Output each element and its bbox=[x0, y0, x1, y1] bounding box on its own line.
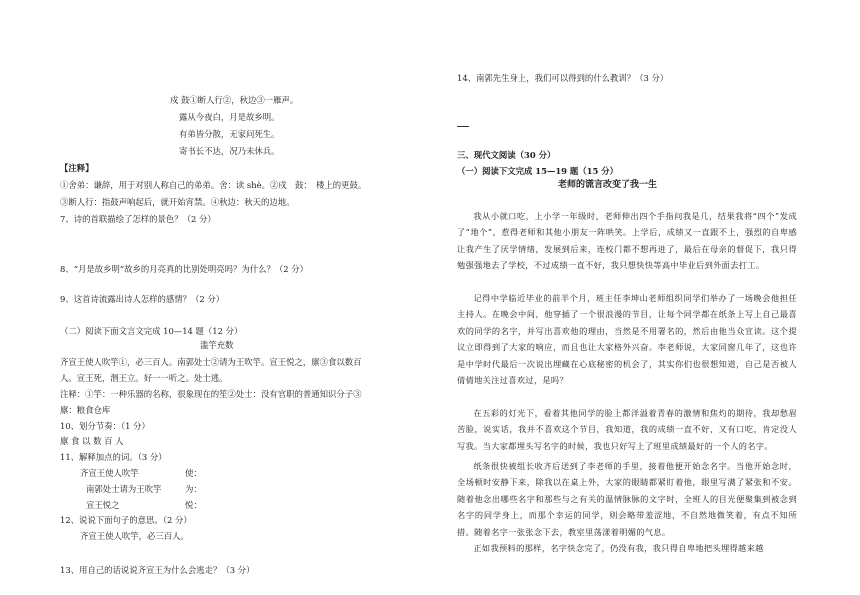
note-line-1: ①舍弟：谦辞，用于对别人称自己的弟弟。舍：读 shè。②戍 鼓： 楼上的更鼓。 bbox=[60, 180, 367, 190]
section-2-title: （二）阅读下面文言文完成 10—14 题（12 分） bbox=[60, 326, 243, 336]
story-paragraph-4: 纸条很快被组长收齐后送到了李老师的手里，接着他便开始念名字。当他开始念时，全场顿时安静下来，除我以在桌上外，大家的眼睛都紧盯着他，眼里写满了紧张和不安。随着他念出哪些名字和那些与之有关的温情脉脉的文字时，全班人的目光便聚集到被念到名字的同学身上，而那个幸运的同学，则会略带羞涩地，不自然地微笑着，有点不知所措。随着名字一张张念下去，教室里荡漾着明媚的气息。 bbox=[457, 461, 797, 537]
story-paragraph-2: 记得中学临近毕业的前半个月，班主任李坤山老师组织同学们举办了一场晚会他担任主持人。在晚会中间，他穿插了一个很浪漫的节目，让每个同学都在纸条上写上自己最喜欢的同学的名字，并写出喜欢他的理由，当然是不用署名的，然后由他当众宣读。这个提议立即得到了大家的响应，而且也让大家格外兴奋。李老师说，大家同窗几年了，这也许是中学时代最后一次说出埋藏在心底秘密的机会了，其实你们也很想知道，自己是否被人倩倩地关注过喜欢过，是吗？ bbox=[457, 293, 797, 386]
poem-line-1: 戍 鼓①断人行②，秋边③一雁声。 bbox=[170, 95, 299, 105]
story-paragraph-3: 在五彩的灯光下，看着其他同学的脸上都洋溢着青春的激情和焦灼的期待，我却愁眉苦脸，说实话，我并不喜欢这个节目，我知道，我的成绩一直不好，又有口吃，肯定没人写我。当大家都埋头写名字的时候，我也只好写上了班里成绩最好的一个人的名字。 bbox=[457, 408, 797, 451]
story-title: 老师的谎言改变了我一生 bbox=[558, 180, 658, 190]
poem-line-4: 寄书长不达，况乃未休兵。 bbox=[179, 146, 280, 156]
q11-word-1: 使： bbox=[185, 468, 202, 478]
note-line-2: ③断人行：指鼓声响起后，就开始宵禁。④秋边：秋天的边地。 bbox=[60, 197, 295, 207]
q11-word-2: 为： bbox=[185, 484, 202, 494]
question-7: 7、诗的首联描绘了怎样的景色？（2 分） bbox=[60, 214, 216, 224]
passage-title: 滥竽充数 bbox=[200, 340, 234, 350]
subsection-1-title: （一）阅读下文完成 15—19 题（15 分） bbox=[457, 166, 618, 176]
q11-sentence-1: 齐宣王使人吹竽 bbox=[80, 468, 139, 478]
story-paragraph-5: 正如我预料的那样，名字快念完了，仍没有我，我只得自卑地把头埋得越来越 bbox=[473, 543, 764, 553]
passage-line-2: 人。宣王死，湣王立。好一一听之。处士逃。 bbox=[60, 373, 228, 383]
question-10-text: 廪 食 以 数 百 人 bbox=[60, 436, 124, 446]
question-12: 12、说说下面句子的意思。（2 分） bbox=[60, 515, 192, 525]
question-13: 13、用自己的话说说齐宣王为什么会逃走？（3 分） bbox=[60, 565, 255, 575]
passage-line-1: 齐宣王使人吹竽①，必三百人。南郭处士②请为王吹竽。宣王悦之，廪③食以数百 bbox=[60, 357, 362, 367]
q11-word-3: 悦： bbox=[185, 500, 202, 510]
question-8: 8、“月是故乡明”故乡的月亮真的比别处明亮吗？为什么？（2 分） bbox=[60, 264, 309, 274]
q11-sentence-3: 宣王悦之 bbox=[86, 500, 120, 510]
question-12-text: 齐宣王使人吹竽，必三百人。 bbox=[80, 531, 189, 541]
question-10: 10、划分节奏：（1 分） bbox=[60, 421, 150, 431]
question-9: 9、这首诗流露出诗人怎样的感情？（2 分） bbox=[60, 294, 225, 304]
section-3-title: 三、现代文阅读（30 分） bbox=[457, 150, 556, 160]
q11-sentence-2: 南郭处士请为王吹竽 bbox=[86, 484, 162, 494]
notes2-line-2: 廪：粮食仓库 bbox=[60, 405, 111, 415]
notes2-line-1: 注释：①竽：一种乐器的名称，很象现在的笙②处士：没有官职的普通知识分子③ bbox=[60, 389, 362, 399]
story-paragraph-1: 我从小就口吃，上小学一年级时，老师伸出四个手指问我是几，结果我将“四个”发成了“地个”，惹得老师和其他小朋友一阵哄笑。上学后，成绩又一直跟不上，强烈的自卑感让我产生了厌学情绪，发展到后来，连校门都不想再进了，最后在母亲的督促下，我只得勉强强地去了学校，不过成绩一直不好，我只想快快等高中毕业后到外面去打工。 bbox=[457, 211, 797, 271]
divider-dash bbox=[457, 126, 469, 127]
question-14: 14、南郭先生身上，我们可以得到的什么教训？（3 分） bbox=[457, 73, 669, 83]
notes-title: 【注释】 bbox=[60, 163, 94, 173]
question-11: 11、解释加点的词。（3 分） bbox=[60, 452, 167, 462]
poem-line-2: 露从今夜白，月是故乡明。 bbox=[179, 112, 280, 122]
poem-line-3: 有弟皆分散，无家问死生。 bbox=[179, 129, 280, 139]
